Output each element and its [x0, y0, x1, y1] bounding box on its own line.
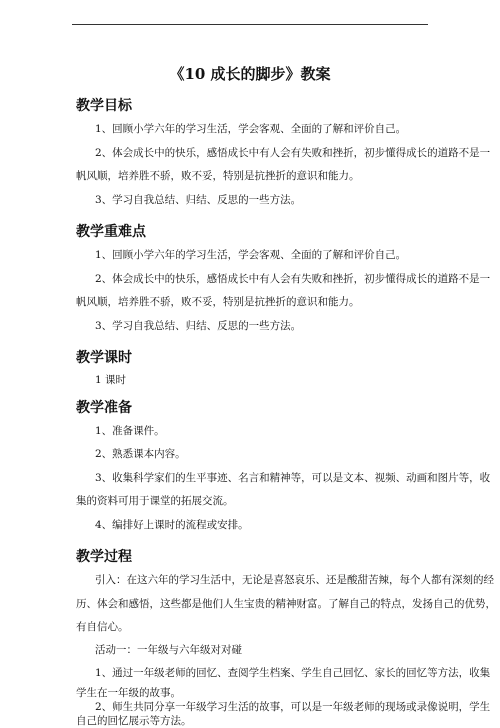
paragraph: 帆风顺，培养胜不骄，败不妥，特别是抗挫折的意识和能力。 — [76, 296, 360, 308]
header-rule — [72, 24, 428, 25]
paragraph: 3、学习自我总结、归结、反思的一些方法。 — [95, 194, 302, 206]
paragraph: 自己的回忆展示等方法。 — [76, 715, 192, 727]
section-heading-preparation: 教学准备 — [76, 400, 132, 416]
paragraph: 1、回顾小学六年的学习生活，学会客观、全面的了解和评价自己。 — [95, 123, 407, 135]
section-heading-periods: 教学课时 — [76, 350, 132, 366]
paragraph: 有自信心。 — [76, 621, 129, 633]
activity-title: 活动一：一年级与六年级对对碰 — [95, 644, 242, 656]
paragraph: 1、通过一年级老师的回忆、查阅学生档案、学生自己回忆、家长的回忆等方法，收集 — [95, 667, 491, 679]
section-heading-process: 教学过程 — [76, 549, 132, 565]
paragraph: 2、师生共同分享一年级学习生活的故事，可以是一年级老师的现场或录像说明，学生 — [95, 701, 491, 713]
paragraph: 帆风顺，培养胜不骄，败不妥，特别是抗挫折的意识和能力。 — [76, 170, 360, 182]
section-heading-goals: 教学目标 — [76, 98, 132, 114]
paragraph: 3、学习自我总结、归结、反思的一些方法。 — [95, 320, 302, 332]
paragraph: 2、体会成长中的快乐，感悟成长中有人会有失败和挫折，初步懂得成长的道路不是一 — [95, 273, 491, 285]
paragraph: 引入：在这六年的学习生活中，无论是喜怒哀乐、还是酸甜苦辣，每个人都有深刻的经 — [95, 574, 494, 586]
paragraph: 4、编排好上课时的流程或安排。 — [95, 519, 249, 531]
section-heading-key-points: 教学重难点 — [76, 224, 146, 240]
paragraph: 1、回顾小学六年的学习生活，学会客观、全面的了解和评价自己。 — [95, 249, 407, 261]
paragraph: 1、准备课件。 — [95, 425, 165, 437]
document-title: 《10 成长的脚步》教案 — [169, 65, 331, 83]
paragraph: 历、体会和感悟，这些都是他们人生宝贵的精神财富。了解自己的特点，发扬自己的优势， — [76, 598, 496, 610]
paragraph: 3、收集科学家们的生平事迹、名言和精神等，可以是文本、视频、动画和图片等，收 — [95, 472, 491, 484]
paragraph: 集的资料可用于课堂的拓展交流。 — [76, 495, 234, 507]
paragraph: 2、体会成长中的快乐，感悟成长中有人会有失败和挫折，初步懂得成长的道路不是一 — [95, 147, 491, 159]
paragraph: 学生在一年级的故事。 — [76, 687, 181, 699]
paragraph: 2、熟悉课本内容。 — [95, 448, 186, 460]
paragraph: 1 课时 — [95, 374, 127, 386]
